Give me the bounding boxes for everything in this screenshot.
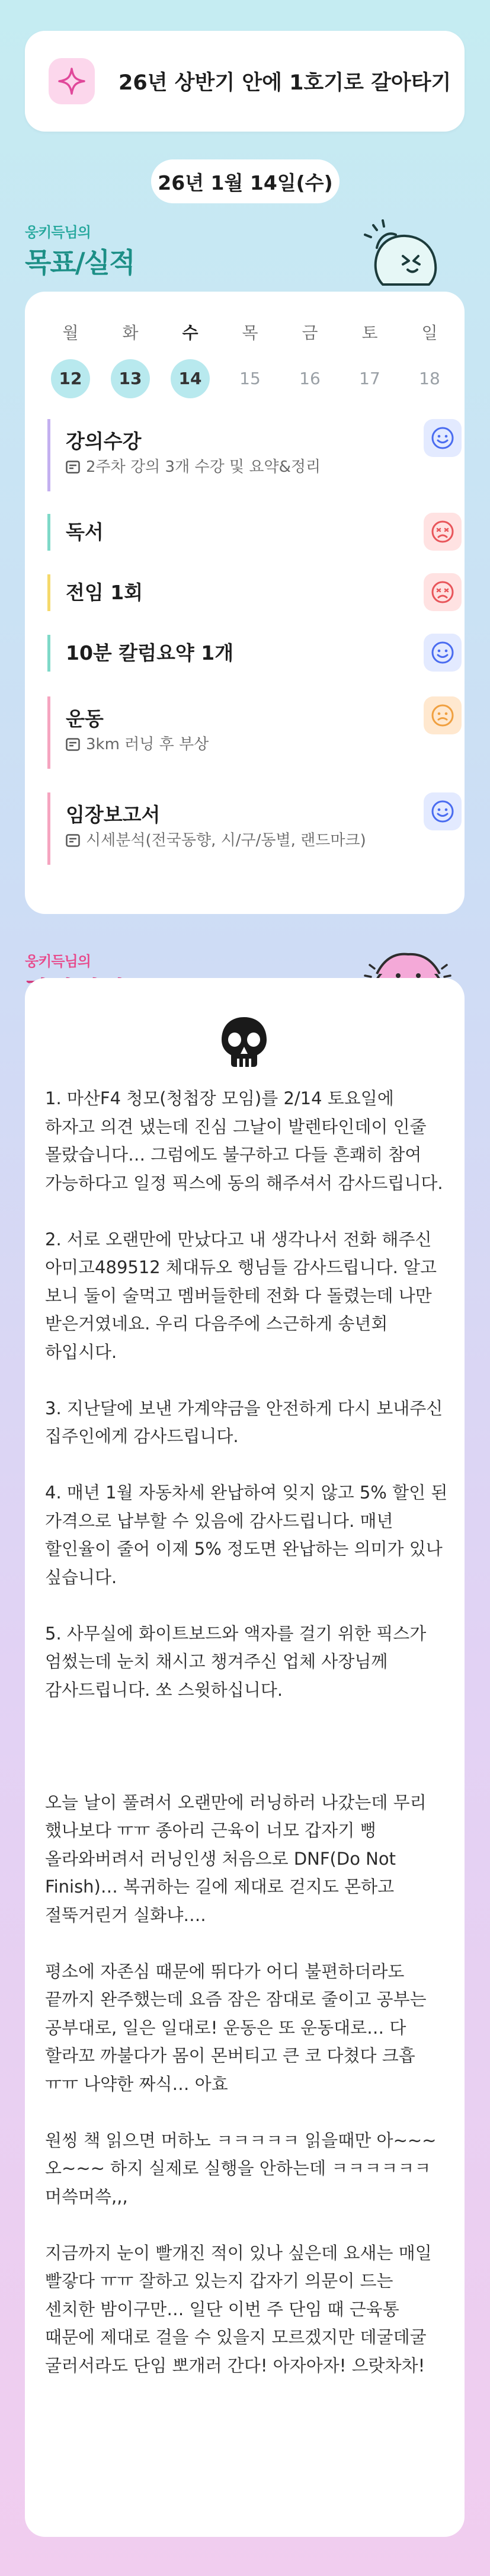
day-wed[interactable]	[169, 321, 211, 398]
task-title: 10분 칼럼요약 1개	[66, 641, 234, 664]
todo-section-title	[25, 220, 134, 280]
day-name: 일	[421, 323, 438, 343]
day-sun[interactable]	[409, 321, 450, 398]
day-fri[interactable]	[289, 321, 331, 398]
task-title: 독서	[66, 520, 104, 544]
day-sat[interactable]	[349, 321, 390, 398]
task-memo-text: 3km 러닝 후 부상	[86, 736, 209, 753]
skull-icon[interactable]	[214, 1012, 274, 1072]
day-name: 금	[302, 323, 318, 343]
day-name: 월	[62, 323, 79, 343]
ghost-mascot-icon	[359, 213, 448, 293]
gratitude-section-owner: 웅키득님의	[25, 953, 91, 970]
day-name: 수	[182, 323, 198, 343]
task-memo	[66, 456, 445, 478]
fail-face-icon[interactable]	[424, 513, 462, 551]
day-thu[interactable]	[229, 321, 271, 398]
memo-icon	[66, 738, 80, 751]
day-number: 16	[299, 369, 321, 388]
task-item[interactable]	[47, 635, 445, 672]
task-item[interactable]	[47, 514, 445, 551]
day-number: 15	[239, 369, 261, 388]
task-title: 운동	[66, 707, 104, 730]
task-title: 전임 1회	[66, 581, 143, 604]
fail-face-icon[interactable]	[424, 573, 462, 611]
task-memo-text: 시세분석(전국동향, 시/구/동별, 랜드마크)	[86, 832, 366, 849]
task-item[interactable]	[47, 696, 445, 769]
week-strip	[50, 321, 443, 410]
day-number: 17	[359, 369, 380, 388]
success-smile-icon[interactable]	[424, 634, 462, 672]
task-title: 강의수강	[66, 430, 142, 453]
day-number: 18	[419, 369, 440, 388]
todo-card	[25, 292, 465, 914]
todo-section-heading: 목표/실적	[25, 247, 134, 279]
day-number: 13	[111, 359, 150, 398]
day-mon[interactable]	[50, 321, 91, 398]
memo-icon	[66, 461, 80, 474]
date-label[interactable]: 26년 1월 14일(수)	[151, 159, 340, 203]
gratitude-text: 1. 마산F4 청모(청첩장 모임)를 2/14 토요일에 하자고 의견 냈는데 진심 그날이 발렌타인데이 인줄 몰랐습니다… 그럼에도 불구하고 다들 흔쾌히 참여 가능하다고 일정 픽스에 동의 해주셔서 감사드립니다. 2. 서로 오랜만에 만났다고 내 생각나서 전화 해주신 아미고489512 체대듀오 행님들 감사드립니다. 알고 보니 둘이 술먹고 멤버들한테 전화 다 돌렸는데 나만 받은거였네요. 우리 다음주에 스근하게 송년회 하입시다. 3. 지난달에 보낸 가계약금을 안전하게 다시 보내주신 집주인에게 감사드립니다. 4. 매년 1월 자동차세 완납하여 잊지 않고 5% 할인 된 가격으로 납부할 수 있음에 감사드립니다. 매년 할인율이 줄어 이제 5% 정도면 완납하는 의미가 있나 싶습니다. 5. 사무실에 화이트보드와 액자를 걸기 위한 픽스가 엄썼는데 눈치 채시고 챙겨주신 업체 사장님께 감사드립니다. 쏘 스윗하십니다. 오늘 날이 풀려서 오랜만에 러닝하러 나갔는데 무리 했나보다 ㅠㅠ 종아리 근육이 너모 갑자기 뻥 올라와버려서 러닝인생 처음으로 DNF(Do Not Finish)… 복귀하는 길에 제대로 걷지도 몬하고 절뚝거린거 실화냐…. 평소에 자존심 때문에 뛰다가 어디 불편하더라도 끝까지 완주했는데 요즘 잠은 잠대로 줄이고 공부는 공부대로, 일은 일대로! 운동은 또 운동대로… 다 할라꼬 까불다가 몸이 몬버티고 큰 코 다쳤다 크흡 ㅠㅠ 나약한 짜식… 아효 원씽 책 읽으면 머하노 ㅋㅋㅋㅋㅋ 읽을때만 아~~~ 오~~~ 하지 실제로 실행을 안하는데 ㅋㅋㅋㅋㅋㅋ 머쓱머쓱,,, 지금까지 눈이 빨개진 적이 있나 싶은데 요새는 매일 빨갛다 ㅠㅠ 잘하고 있는지 갑자기 의문이 드는 센치한 밤이구만… 일단 이번 주 단임 때 근육통 때문에 제대로 걸을 수 있을지 모르겠지만 데굴데굴 굴러서라도 단임 뽀개러 간다! 아자아자! 으랏차차!	[45, 1088, 448, 2376]
task-memo-text: 2주차 강의 3개 수강 및 요약&정리	[86, 458, 321, 476]
task-item[interactable]	[47, 574, 445, 611]
task-memo	[66, 829, 445, 852]
day-number: 14	[171, 359, 210, 398]
task-title: 임장보고서	[66, 803, 161, 826]
todo-section-owner: 웅키득님의	[25, 224, 91, 241]
goal-card[interactable]	[25, 31, 465, 132]
goal-text: 26년 상반기 안에 1호기로 갈아타기	[119, 71, 451, 95]
day-number: 12	[51, 359, 90, 398]
day-name: 토	[361, 323, 378, 343]
task-item[interactable]	[47, 419, 445, 491]
memo-icon	[66, 834, 80, 847]
meh-face-icon[interactable]	[424, 696, 462, 734]
sparkle-icon	[49, 58, 95, 104]
day-name: 화	[122, 323, 139, 343]
gratitude-card	[25, 978, 465, 2537]
task-item[interactable]	[47, 792, 445, 865]
day-name: 목	[242, 323, 258, 343]
task-memo	[66, 733, 445, 756]
day-tue[interactable]	[110, 321, 151, 398]
success-smile-icon[interactable]	[424, 419, 462, 457]
success-smile-icon[interactable]	[424, 792, 462, 830]
